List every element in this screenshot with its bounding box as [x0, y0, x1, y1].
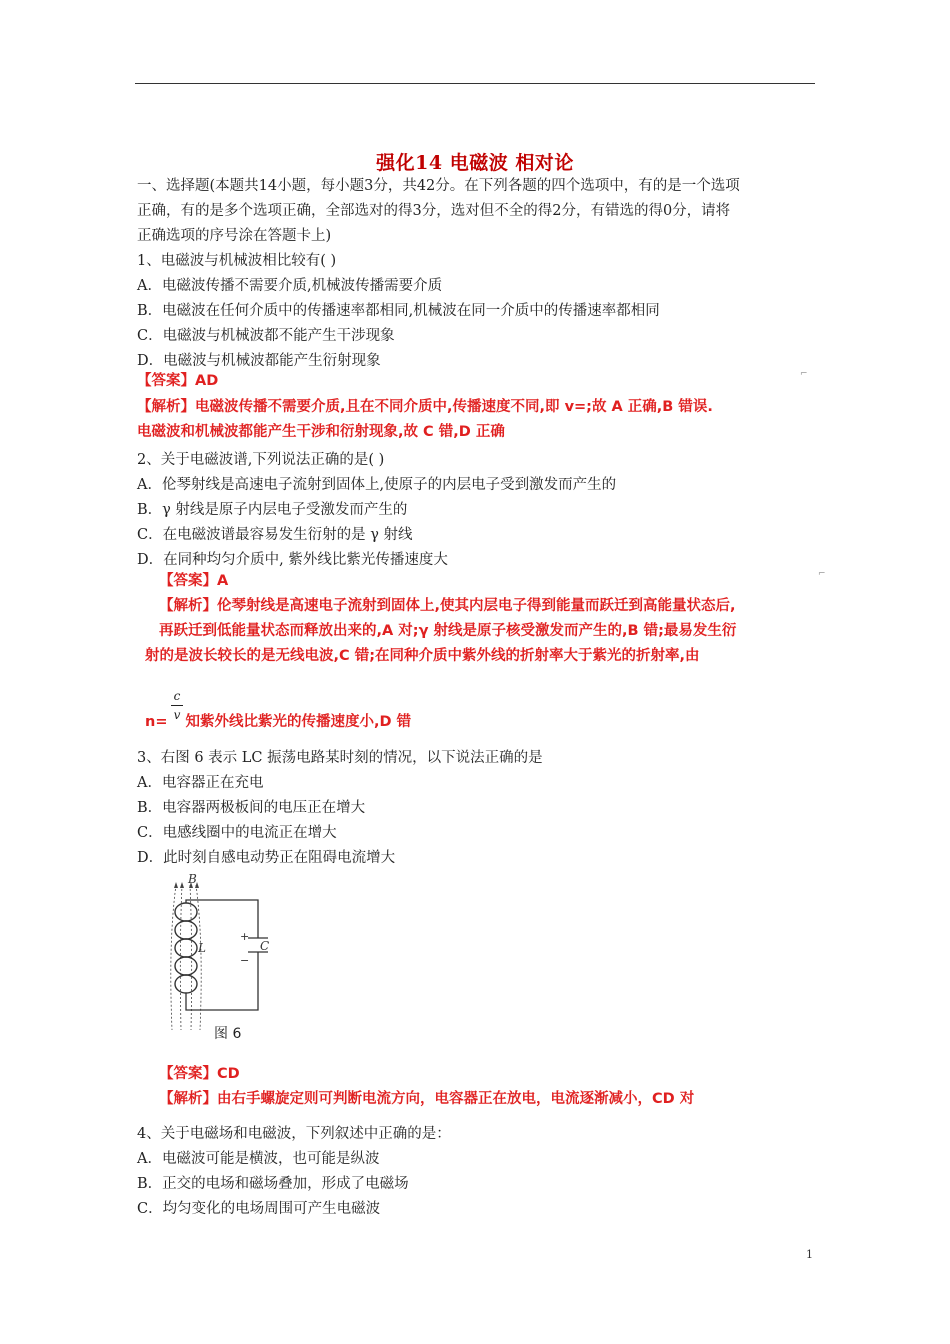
plus-sign: + [240, 930, 250, 943]
q1-answer: 【答案】AD [137, 373, 219, 389]
intro-line: 正确选项的序号涂在答题卡上) [137, 228, 332, 244]
margin-mark-icon: ⌐ [818, 569, 826, 579]
label-c: C [260, 939, 270, 953]
q2-option-c: C．在电磁波谱最容易发生衍射的是 γ 射线 [137, 527, 413, 543]
q4-option-c: C．均匀变化的电场周围可产生电磁波 [137, 1201, 381, 1217]
q2-option-b: B．γ 射线是原子内层电子受激发而产生的 [137, 502, 408, 518]
q2-analysis-formula [145, 712, 411, 732]
circuit-wire [186, 900, 268, 1010]
label-l: L [198, 941, 206, 955]
q4-stem: 4、关于电磁场和电磁波，下列叙述中正确的是： [137, 1126, 451, 1142]
q2-option-d: D．在同种均匀介质中, 紫外线比紫光传播速度大 [137, 552, 448, 568]
q2-option-a: A．伦琴射线是高速电子流射到固体上,使原子的内层电子受到激发而产生的 [137, 477, 617, 493]
minus-sign: − [240, 954, 250, 967]
q4-option-b: B．正交的电场和磁场叠加，形成了电磁场 [137, 1176, 409, 1192]
fraction-denominator: v [173, 708, 181, 722]
q1-stem: 1、电磁波与机械波相比较有( ) [137, 253, 337, 269]
formula-conclusion: 知紫外线比紫光的传播速度小,D 错 [185, 714, 412, 730]
q3-option-d: D．此时刻自感电动势正在阻碍电流增大 [137, 850, 396, 866]
q4-option-a: A．电磁波可能是横波，也可能是纵波 [137, 1151, 380, 1167]
q3-analysis: 【解析】由右手螺旋定则可判断电流方向，电容器正在放电，电流逐渐减小，CD 对 [159, 1091, 695, 1107]
label-b: B [188, 872, 197, 886]
q1-option-d: D．电磁波与机械波都能产生衍射现象 [137, 353, 381, 369]
q2-analysis: 射的是波长较长的是无线电波,C 错;在同种介质中紫外线的折射率大于紫光的折射率,由 [145, 648, 700, 664]
q1-analysis: 【解析】电磁波传播不需要介质,且在不同介质中,传播速度不同,即 v=;故 A 正确,B 错误. [137, 399, 713, 415]
q2-answer: 【答案】A [159, 573, 229, 589]
q2-analysis: 再跃迁到低能量状态而释放出来的,A 对;γ 射线是原子核受激发而产生的,B 错;最易发生衍 [159, 623, 737, 639]
q2-stem: 2、关于电磁波谱,下列说法正确的是( ) [137, 452, 385, 468]
page-number: 1 [806, 1248, 813, 1261]
fraction-numerator: c [173, 689, 181, 703]
q1-option-c: C．电磁波与机械波都不能产生干涉现象 [137, 328, 395, 344]
q1-option-a: A．电磁波传播不需要介质,机械波传播需要介质 [137, 278, 443, 294]
margin-mark-icon: ⌐ [800, 369, 808, 379]
intro-line: 一、选择题(本题共14小题，每小题3分，共42分。在下列各题的四个选项中，有的是一个选项 [137, 178, 740, 194]
q3-answer: 【答案】CD [159, 1066, 240, 1082]
figure-caption: 图 6 [214, 1026, 242, 1042]
q3-stem: 3、右图 6 表示 LC 振荡电路某时刻的情况，以下说法正确的是 [137, 750, 543, 766]
formula-prefix: n= [145, 714, 168, 730]
q3-option-c: C．电感线圈中的电流正在增大 [137, 825, 337, 841]
fraction-bar [171, 705, 183, 706]
header-rule [135, 83, 815, 84]
lc-circuit-diagram [160, 870, 270, 1030]
inductor-coil [175, 903, 197, 993]
page-title: 强化14 电磁波 相对论 [376, 152, 574, 174]
q2-analysis: 【解析】伦琴射线是高速电子流射到固体上,使其内层电子得到能量而跃迁到高能量状态后, [159, 598, 736, 614]
q3-option-b: B．电容器两极板间的电压正在增大 [137, 800, 366, 816]
intro-line: 正确，有的是多个选项正确，全部选对的得3分，选对但不全的得2分，有错选的得0分，请将 [137, 203, 731, 219]
q1-analysis: 电磁波和机械波都能产生干涉和衍射现象,故 C 错,D 正确 [137, 424, 505, 440]
q1-option-b: B．电磁波在任何介质中的传播速率都相同,机械波在同一介质中的传播速率都相同 [137, 303, 660, 319]
q3-option-a: A．电容器正在充电 [137, 775, 264, 791]
